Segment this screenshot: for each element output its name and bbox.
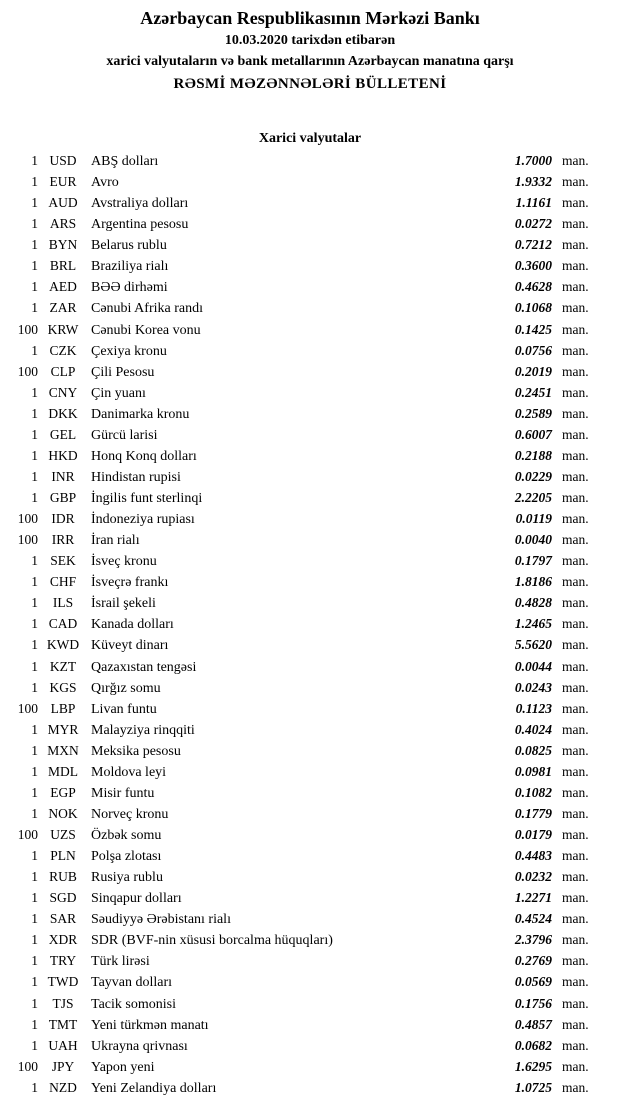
row-currency-name: Cənubi Afrika randı [91, 301, 203, 317]
table-row [0, 593, 620, 614]
row-currency-code: TJS [52, 995, 74, 1011]
row-rate: 5.5620 [514, 637, 552, 653]
table-row [0, 783, 620, 804]
row-unit-label: man. [562, 637, 589, 653]
table-row [0, 825, 620, 846]
row-rate: 0.0040 [514, 532, 552, 548]
row-currency-code: SGD [49, 890, 77, 906]
table-row [0, 1057, 620, 1078]
row-quantity: 1 [31, 447, 38, 463]
table-row [0, 256, 620, 277]
row-quantity: 1 [31, 153, 38, 168]
row-currency-name: Ukrayna qrivnası [91, 1038, 188, 1054]
table-row [0, 362, 620, 383]
row-quantity: 1 [31, 595, 38, 611]
row-currency-name: İngilis funt sterlinqi [91, 491, 203, 506]
row-unit-label: man. [562, 869, 589, 885]
section-title-foreign-currencies: Xarici valyutalar [258, 131, 362, 146]
row-currency-code: TRY [49, 953, 77, 969]
row-unit-label: man. [562, 1037, 589, 1053]
table-row [0, 298, 620, 319]
row-rate: 0.4828 [514, 595, 552, 611]
row-rate: 0.0756 [514, 342, 552, 358]
row-quantity: 1 [31, 679, 38, 695]
table-row [0, 530, 620, 551]
row-rate: 1.0725 [514, 1079, 552, 1095]
row-currency-code: RUB [49, 869, 77, 885]
table-row [0, 488, 620, 509]
row-currency-name: Çili Pesosu [91, 364, 155, 380]
row-currency-name: Küveyt dinarı [91, 638, 169, 654]
row-currency-code: CNY [48, 384, 78, 400]
row-unit-label: man. [562, 426, 589, 442]
row-currency-code: JPY [51, 1058, 75, 1074]
row-quantity: 1 [31, 342, 38, 358]
row-unit-label: man. [562, 911, 589, 927]
row-rate: 0.0232 [514, 869, 552, 885]
table-row [0, 657, 620, 678]
table-row [0, 846, 620, 867]
row-rate: 1.7000 [514, 153, 552, 168]
row-currency-code: MXN [47, 742, 79, 758]
row-currency-code: UZS [50, 827, 76, 842]
row-quantity: 1 [31, 468, 38, 484]
row-currency-name: Meksika pesosu [91, 743, 181, 759]
row-currency-code: UAH [48, 1037, 78, 1053]
row-unit-label: man. [562, 721, 589, 737]
row-quantity: 1 [31, 1079, 38, 1095]
row-unit-label: man. [562, 848, 589, 864]
row-rate: 2.2205 [514, 490, 552, 505]
table-row [0, 1015, 620, 1036]
row-unit-label: man. [562, 805, 589, 821]
row-rate: 0.4857 [514, 1016, 552, 1032]
row-unit-label: man. [562, 742, 589, 758]
row-unit-label: man. [562, 890, 589, 906]
row-quantity: 1 [31, 490, 38, 505]
row-currency-code: CAD [48, 616, 78, 632]
row-rate: 0.7212 [514, 237, 552, 253]
row-rate: 0.1068 [514, 300, 552, 316]
row-currency-name: Türk lirəsi [91, 954, 150, 970]
table-row [0, 888, 620, 909]
row-unit-label: man. [562, 827, 589, 842]
row-currency-code: KGS [49, 679, 77, 695]
row-quantity: 1 [31, 890, 38, 906]
table-row [0, 762, 620, 783]
row-rate: 1.2271 [514, 890, 552, 906]
table-row [0, 994, 620, 1015]
row-rate: 0.0981 [514, 763, 552, 779]
row-quantity: 100 [17, 700, 38, 716]
row-unit-label: man. [562, 490, 589, 505]
row-quantity: 1 [31, 848, 38, 864]
row-currency-code: AUD [48, 195, 78, 211]
row-quantity: 100 [17, 363, 38, 379]
row-currency-name: Özbək somu [91, 828, 162, 843]
table-row [0, 909, 620, 930]
row-quantity: 100 [17, 511, 38, 527]
row-currency-code: GEL [49, 426, 77, 442]
row-unit-label: man. [562, 363, 589, 379]
row-unit-label: man. [562, 342, 589, 358]
row-quantity: 1 [31, 658, 38, 674]
row-unit-label: man. [562, 237, 589, 253]
table-row [0, 341, 620, 362]
row-rate: 0.1756 [514, 995, 552, 1011]
row-unit-label: man. [562, 153, 589, 168]
row-currency-code: MDL [48, 763, 78, 779]
row-currency-name: Malayziya rinqqiti [91, 722, 195, 738]
row-currency-name: Belarus rublu [91, 238, 167, 254]
table-row [0, 972, 620, 993]
row-rate: 0.4483 [514, 848, 552, 864]
row-currency-name: Polşa zlotası [91, 849, 162, 865]
row-unit-label: man. [562, 616, 589, 632]
row-unit-label: man. [562, 447, 589, 463]
row-quantity: 1 [31, 1037, 38, 1053]
row-rate: 0.4628 [514, 279, 552, 295]
row-currency-name: Tayvan dolları [91, 975, 173, 991]
row-unit-label: man. [562, 1079, 589, 1095]
row-currency-code: SEK [50, 553, 76, 569]
row-currency-code: BYN [48, 237, 78, 253]
row-rate: 0.4024 [514, 721, 552, 737]
row-quantity: 1 [31, 237, 38, 253]
row-currency-code: HKD [48, 447, 78, 463]
row-currency-code: KZT [49, 658, 77, 674]
row-currency-code: MYR [47, 721, 79, 737]
row-currency-name: Kanada dolları [91, 617, 174, 633]
row-currency-name: SDR (BVF-nin xüsusi borcalma hüquqları) [91, 933, 333, 949]
row-quantity: 1 [31, 953, 38, 969]
row-currency-name: Çexiya kronu [91, 343, 167, 359]
row-quantity: 1 [31, 300, 38, 316]
row-rate: 0.2769 [514, 953, 552, 969]
row-quantity: 100 [17, 321, 38, 337]
row-currency-name: Avro [91, 175, 119, 191]
table-row [0, 446, 620, 467]
row-rate: 1.6295 [514, 1058, 552, 1074]
row-unit-label: man. [562, 384, 589, 400]
row-currency-code: CHF [49, 574, 77, 590]
row-unit-label: man. [562, 995, 589, 1011]
row-currency-code: KRW [47, 321, 79, 337]
row-rate: 0.2589 [514, 405, 552, 421]
row-rate: 0.0179 [514, 827, 552, 842]
row-unit-label: man. [562, 658, 589, 674]
row-rate: 0.0682 [514, 1037, 552, 1053]
row-currency-name: Tacik somonisi [91, 996, 176, 1012]
row-currency-name: Səudiyyə Ərəbistanı rialı [91, 912, 231, 928]
row-currency-name: Qırğız somu [91, 680, 161, 696]
row-quantity: 1 [31, 574, 38, 590]
row-quantity: 1 [31, 805, 38, 821]
row-quantity: 1 [31, 637, 38, 653]
row-quantity: 1 [31, 869, 38, 885]
row-unit-label: man. [562, 532, 589, 548]
row-unit-label: man. [562, 174, 589, 190]
row-rate: 1.9332 [514, 174, 552, 190]
row-currency-name: Argentina pesosu [91, 217, 189, 233]
row-rate: 0.6007 [514, 426, 552, 442]
row-quantity: 1 [31, 742, 38, 758]
row-rate: 2.3796 [514, 932, 552, 948]
row-unit-label: man. [562, 1016, 589, 1032]
row-currency-code: LBP [50, 700, 76, 716]
row-rate: 0.1425 [514, 321, 552, 337]
row-currency-code: KWD [46, 637, 80, 653]
row-currency-name: Sinqapur dolları [91, 891, 182, 907]
row-unit-label: man. [562, 574, 589, 590]
row-currency-code: NOK [48, 805, 78, 821]
table-row [0, 930, 620, 951]
table-row [0, 467, 620, 488]
row-currency-name: Yapon yeni [91, 1059, 155, 1075]
row-rate: 0.0044 [514, 658, 552, 674]
bulletin-title: RƏSMİ MƏZƏNNƏLƏRİ BÜLLETENİ [173, 76, 447, 92]
row-currency-code: ILS [52, 595, 74, 611]
row-unit-label: man. [562, 679, 589, 695]
row-currency-name: Çin yuanı [91, 385, 146, 401]
row-rate: 0.1082 [514, 784, 552, 800]
row-unit-label: man. [562, 932, 589, 948]
table-row [0, 383, 620, 404]
row-currency-code: TMT [48, 1016, 78, 1032]
bank-name-title: Azərbaycan Respublikasının Mərkəzi Bankı [140, 8, 480, 28]
row-currency-code: IDR [51, 511, 75, 527]
row-quantity: 1 [31, 1016, 38, 1032]
row-currency-name: Yeni türkmən manatı [91, 1017, 209, 1033]
row-currency-name: ABŞ dolları [91, 154, 159, 169]
row-currency-code: XDR [48, 932, 78, 948]
row-currency-name: Moldova leyi [91, 764, 167, 780]
row-currency-name: İsveçrə frankı [91, 575, 169, 591]
row-unit-label: man. [562, 974, 589, 990]
row-rate: 0.2188 [514, 447, 552, 463]
row-quantity: 1 [31, 974, 38, 990]
row-unit-label: man. [562, 321, 589, 337]
table-row [0, 151, 620, 172]
row-quantity: 1 [31, 216, 38, 232]
row-rate: 0.1797 [514, 553, 552, 569]
row-quantity: 1 [31, 616, 38, 632]
row-currency-code: BRL [49, 258, 77, 274]
row-quantity: 100 [17, 532, 38, 548]
row-quantity: 1 [31, 763, 38, 779]
table-row [0, 551, 620, 572]
row-quantity: 100 [17, 827, 38, 842]
row-currency-code: EGP [50, 784, 76, 800]
row-currency-name: BƏƏ dirhəmi [91, 280, 168, 296]
row-quantity: 100 [17, 1058, 38, 1074]
row-rate: 0.2019 [514, 363, 552, 379]
row-currency-name: Cənubi Korea vonu [91, 322, 201, 338]
table-row [0, 572, 620, 593]
row-unit-label: man. [562, 553, 589, 569]
row-currency-name: İran rialı [91, 533, 140, 549]
row-currency-name: Honq Konq dolları [91, 448, 197, 464]
row-unit-label: man. [562, 195, 589, 211]
row-rate: 0.0825 [514, 742, 552, 758]
table-row [0, 214, 620, 235]
table-row [0, 741, 620, 762]
row-unit-label: man. [562, 1058, 589, 1074]
row-currency-name: Qazaxıstan tengəsi [91, 659, 197, 675]
row-currency-name: Rusiya rublu [91, 870, 163, 886]
document-header [0, 0, 620, 96]
row-currency-name: Yeni Zelandiya dolları [91, 1080, 217, 1096]
row-rate: 1.2465 [514, 616, 552, 632]
row-currency-code: NZD [49, 1079, 77, 1095]
row-quantity: 1 [31, 426, 38, 442]
table-row [0, 678, 620, 699]
row-currency-code: GBP [49, 490, 77, 505]
row-currency-code: CLP [50, 363, 76, 379]
table-row [0, 172, 620, 193]
row-quantity: 1 [31, 784, 38, 800]
table-row [0, 1078, 620, 1099]
row-currency-name: Gürcü larisi [91, 427, 158, 443]
row-unit-label: man. [562, 953, 589, 969]
row-rate: 0.1123 [515, 700, 552, 716]
row-rate: 0.0243 [514, 679, 552, 695]
row-currency-name: İndoneziya rupiası [91, 512, 195, 528]
row-currency-name: Misir funtu [91, 785, 155, 801]
row-currency-code: USD [49, 153, 77, 168]
row-rate: 0.2451 [514, 384, 552, 400]
row-currency-name: Braziliya rialı [91, 259, 169, 275]
row-rate: 0.0229 [514, 468, 552, 484]
row-currency-name: Hindistan rupisi [91, 469, 181, 485]
row-unit-label: man. [562, 511, 589, 527]
row-quantity: 1 [31, 405, 38, 421]
row-rate: 0.0272 [514, 216, 552, 232]
effective-date-line: 10.03.2020 tarixdən etibarən [224, 33, 396, 48]
row-rate: 0.0119 [515, 511, 552, 527]
row-currency-code: ARS [49, 216, 77, 232]
table-row [0, 720, 620, 741]
row-quantity: 1 [31, 932, 38, 948]
row-currency-code: ZAR [49, 300, 77, 316]
row-quantity: 1 [31, 553, 38, 569]
row-quantity: 1 [31, 995, 38, 1011]
row-currency-name: Avstraliya dolları [91, 196, 189, 212]
row-unit-label: man. [562, 763, 589, 779]
row-unit-label: man. [562, 595, 589, 611]
table-row [0, 699, 620, 720]
row-currency-code: SAR [49, 911, 77, 927]
row-currency-code: IRR [51, 532, 75, 548]
row-quantity: 1 [31, 195, 38, 211]
row-rate: 1.1161 [515, 195, 552, 211]
table-row [0, 235, 620, 256]
table-row [0, 635, 620, 656]
table-row [0, 951, 620, 972]
row-quantity: 1 [31, 721, 38, 737]
row-unit-label: man. [562, 279, 589, 295]
row-currency-name: Livan funtu [91, 701, 157, 717]
row-currency-name: Norveç kronu [91, 806, 169, 822]
row-quantity: 1 [31, 174, 38, 190]
row-currency-code: EUR [49, 174, 77, 190]
row-unit-label: man. [562, 216, 589, 232]
row-currency-code: DKK [48, 405, 78, 421]
table-row [0, 867, 620, 888]
table-row [0, 320, 620, 341]
row-currency-code: CZK [49, 342, 77, 358]
row-rate: 0.3600 [514, 258, 552, 274]
table-row [0, 614, 620, 635]
row-currency-code: INR [51, 468, 75, 484]
row-currency-name: İsveç kronu [91, 554, 157, 570]
row-unit-label: man. [562, 468, 589, 484]
row-quantity: 1 [31, 258, 38, 274]
exchange-rates-table [0, 151, 620, 1099]
row-unit-label: man. [562, 784, 589, 800]
row-quantity: 1 [31, 384, 38, 400]
table-row [0, 404, 620, 425]
row-currency-name: İsrail şekeli [91, 596, 156, 612]
row-rate: 0.0569 [514, 974, 552, 990]
row-currency-name: Danimarka kronu [91, 406, 190, 422]
table-row [0, 277, 620, 298]
table-row [0, 193, 620, 214]
row-unit-label: man. [562, 700, 589, 716]
row-quantity: 1 [31, 279, 38, 295]
row-unit-label: man. [562, 300, 589, 316]
row-currency-code: TWD [47, 974, 79, 990]
table-row [0, 1036, 620, 1057]
row-unit-label: man. [562, 258, 589, 274]
row-rate: 0.4524 [514, 911, 552, 927]
row-rate: 0.1779 [514, 805, 552, 821]
table-row [0, 425, 620, 446]
row-quantity: 1 [31, 911, 38, 927]
row-currency-code: AED [49, 279, 77, 295]
table-row [0, 509, 620, 530]
table-row [0, 804, 620, 825]
row-currency-code: PLN [50, 848, 76, 864]
row-unit-label: man. [562, 405, 589, 421]
row-rate: 1.8186 [514, 574, 552, 590]
subtitle-line: xarici valyutaların və bank metallarının Azərbaycan manatına qarşı [106, 54, 514, 69]
